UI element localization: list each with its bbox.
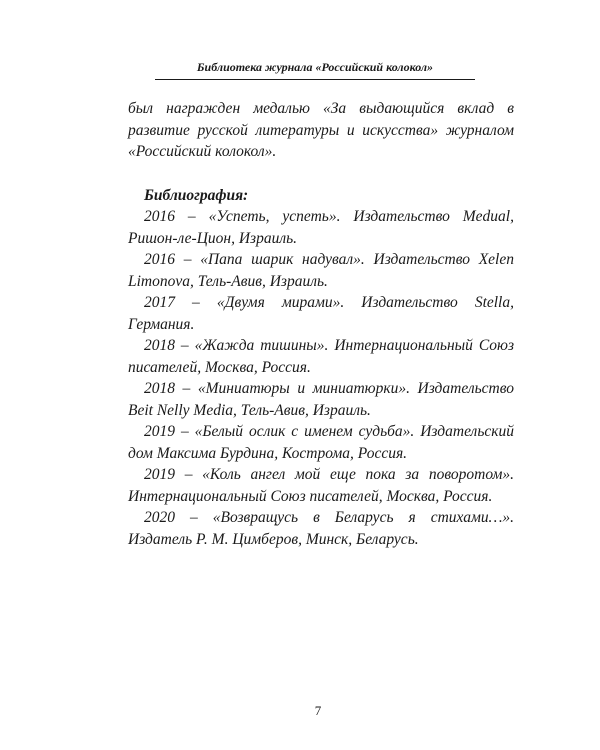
- bibliography-entry: 2019 – «Белый ослик с именем судьба». Издательский дом Максима Бурдина, Кострома, Россия.: [128, 423, 514, 462]
- bibliography-entry: 2018 – «Миниатюры и миниатюрки». Издательство Beit Nelly Media, Тель-Авив, Израиль.: [128, 380, 514, 419]
- bibliography-entry: 2017 – «Двумя мирами». Издательство Stella, Германия.: [128, 294, 514, 333]
- bibliography-entry: 2018 – «Жажда тишины». Интернациональный Союз писателей, Москва, Россия.: [128, 337, 514, 376]
- bibliography-entry: 2019 – «Коль ангел мой еще пока за поворотом». Интернациональный Союз писателей, Москва, Россия.: [128, 466, 514, 505]
- page-number: 7: [314, 703, 322, 718]
- bibliography-entry: 2016 – «Папа шарик надувал». Издательство Xelen Limonova, Тель-Авив, Израиль.: [128, 251, 514, 290]
- running-header: Библиотека журнала «Российский колокол»: [155, 60, 475, 80]
- page-content: [128, 98, 514, 550]
- intro-paragraph: был награжден медалью «За выдающийся вклад в развитие русской литературы и искусства» журналом «Российский колокол».: [128, 100, 514, 160]
- bibliography-heading: Библиография:: [144, 186, 249, 204]
- bibliography-entry: 2016 – «Успеть, успеть». Издательство Medual, Ришон-ле-Цион, Израиль.: [128, 208, 514, 247]
- bibliography-entry: 2020 – «Возвращусь в Беларусь я стихами…». Издатель Р. М. Цимберов, Минск, Беларусь.: [128, 509, 514, 548]
